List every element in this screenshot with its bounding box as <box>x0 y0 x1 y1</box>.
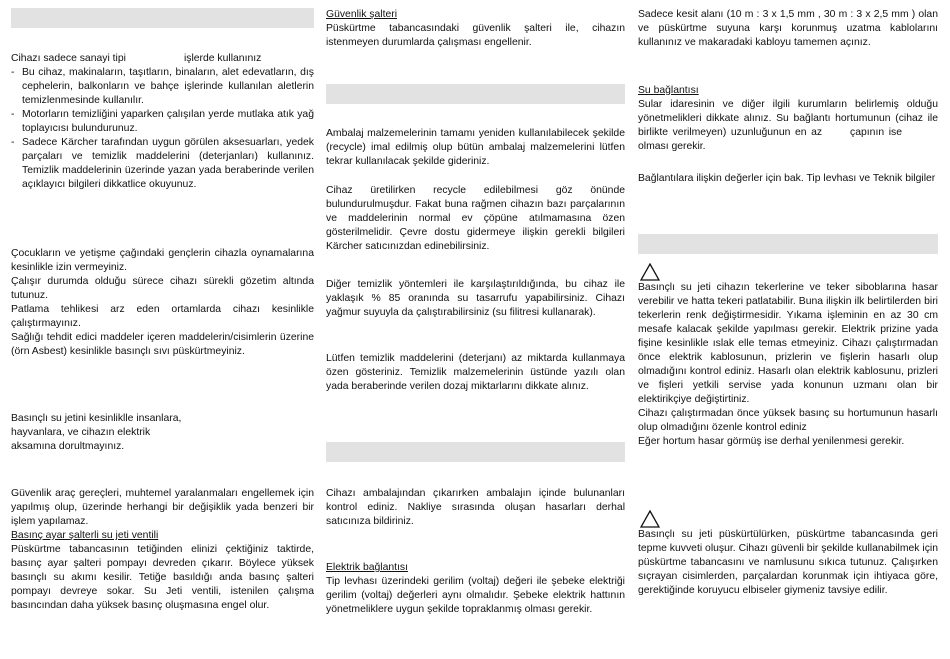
intended-use-list <box>11 66 314 192</box>
environment-text: Cihaz üretilirken recycle edilebilmesi göz önünde bulundurulmuşdur. Fakat buna rağmen cihazın bazı parçalarının ve maddelerinin normal ev çöpüne atılmamasına özen gösterilmelidir. Çevre dostu gidermeye ilişkin gerekli bilgileri Kärcher satıcınızdan edinebilirsiniz. <box>326 185 625 252</box>
intended-use-block <box>11 52 314 192</box>
section-header-bar <box>638 234 938 254</box>
list-item: - Motorların temizliğini yaparken çalışılan yerde mutlaka atık yağ toplayıcısı bulundurunuz. <box>11 108 314 136</box>
warning-triangle-icon <box>640 510 660 528</box>
section-header-bar <box>11 8 314 28</box>
warning-text: Eğer hortum hasar görmüş ise derhal yenilenmesi gerekir. <box>638 436 905 447</box>
intended-use-intro: Cihazı sadece sanayi tipi işlerde kullanınız <box>11 53 262 64</box>
warning-1-block <box>638 281 938 449</box>
water-heading: Su bağlantısı <box>638 85 699 96</box>
warning-text: Cihazı çalıştırmadan önce yüksek basınç su hortumunun hasarlı olup olmadığını özenle kontrol ediniz <box>638 408 938 433</box>
water-text: Sular idaresinin ve diğer ilgili kurumların belirlemiş olduğu yönetmelikleri dikkate alınız. Su bağlantı hortumunun (cihaz ile birlikte verilmeyen) uzunluğunun en az çapının iseolması gerekir. <box>638 99 938 152</box>
jet-line: aksamına dorultmayınız. <box>11 441 125 452</box>
supervise-text: Çalışır durumda olduğu sürece cihazı sürekli gözetim altında tutunuz. <box>11 276 314 301</box>
explosion-text: Patlama tehlikesi arz eden ortamlarda cihazı kesinlikle çalıştırmayınız. <box>11 304 314 329</box>
electric-heading: Elektrik bağlantısı <box>326 562 409 573</box>
jet-warning-block <box>11 412 314 454</box>
values-block <box>638 172 938 186</box>
environment-text: Diğer temizlik yöntemleri ile karşılaştırıldığında, bu cihaz ile yaklaşık % 85 oranında su tasarrufu yapabilirsiniz. Cihazı yağmur suyuyla da çalıştırabilirsiniz (su filitresi kullanarak). <box>326 279 625 318</box>
electric-text: Tip levhası üzerindeki gerilim (voltaj) değeri ile şebeke elektriği gerilim (voltaj) değerleri aynı olmalıdır. Şebeke elektrik hattının yönetmeliklere uygun şekilde topraklanmış olması gerekir. <box>326 576 625 615</box>
pressure-switch-heading: Basınç ayar şalterli su jeti ventili <box>11 530 159 541</box>
section-header-bar <box>326 84 625 104</box>
warning-2-block <box>638 528 938 598</box>
environment-p1 <box>326 127 625 169</box>
cable-text: Sadece kesit alanı (10 m : 3 x 1,5 mm , 30 m : 3 x 2,5 mm ) olan ve püskürtme suyuna karşı korunmuş uzatma kablolarını kullanınız ve makaradaki kabloyu tamemen açınız. <box>638 9 938 48</box>
safety-devices-text: Güvenlik araç gereçleri, muhtemel yaralanmaları engellemek için yapılmış olup, üzerinde herhangi bir değişiklik yada benzeri bir işlem yapılamaz. <box>11 488 314 527</box>
unpacking-block <box>326 487 625 529</box>
environment-p2 <box>326 184 625 254</box>
jet-line: Basınçlı su jetini kesinliklle insanlara, <box>11 413 182 424</box>
environment-p4 <box>326 352 625 394</box>
warning-text: Basınçlı su jeti cihazın tekerlerine ve teker siboblarına hasar verebilir ve hatta tekeri patlatabilir. Buna ilişkin ilk belirtilerden biri tekerlerin renk değiştirmesidir. Yıkama işleminin en az 30 cm mesafe kalacak şekilde yapılması gerekir. Elektrik prizine yada fişine kesinlikle ıslak elle temas etmeyiniz. Cihazı çalıştırmadan önce elektrik kablosunun, prizlerin ve fişlerin hasarlı olup olmadığını kontrol ediniz. Hasarlı olan elektrik kablosunu, prizleri ve fişleri yetkili servise yada konunun uzmanı olan bir elektirikçiye değiştirtiniz. <box>638 282 938 405</box>
safety-switch-heading: Güvenlik şalteri <box>326 9 398 20</box>
values-text: Bağlantılara ilişkin değerler için bak. Tip levhası ve Teknik bilgiler <box>638 173 936 184</box>
environment-text: Ambalaj malzemelerinin tamamı yeniden kullanılabilecek şekilde (recycle) imal edilmiş olup bütün ambalaj malzemelerini lütfen tekrar kullanılacak şekilde gideriniz. <box>326 128 625 167</box>
pressure-switch-text: Püskürtme tabancasının tetiğinden elinizi çektiğiniz taktirde, basınç ayar şalteri pompayı devreden çıkarır. Böylece yüksek basınçlı su akımı kesilir. Tetiğe basıldığı anda basınç şalteri pompayı devreye sokar. Su Jeti ventili, istenilen çalışma basıncından daha yüksek basınç oluşmasına engel olur. <box>11 544 314 611</box>
safety-switch-block <box>326 8 625 50</box>
safety-devices-block <box>11 487 314 613</box>
list-item: - Sadece Kärcher tarafından uygun görülen aksesuarları, yedek parçaları ve temizlik maddelerini (deterjanları) kullanınız. Temizlik maddelerinin üzerinde yazan yada beraberinde verilen açıklayıcı bilgileri dikkatlice okuyunuz. <box>11 136 314 192</box>
unpacking-text: Cihazı ambalajından çıkarırken ambalajın içinde bulunanları kontrol ediniz. Nakliye sırasında oluşan hasarları derhal satıcınıza bildiriniz. <box>326 488 625 527</box>
cable-block <box>638 8 938 50</box>
children-text: Çocukların ve yetişme çağındaki gençlerin cihazla oynamalarına kesinlikle izin vermeyiniz. <box>11 248 314 273</box>
asbestos-text: Sağlığı tehdit edici maddeler içeren maddelerin/cisimlerin üzerine (örn Asbest) kesinlikle basınçlı sıvı püskürtmeyiniz. <box>11 332 314 357</box>
list-item: - Bu cihaz, makinaların, taşıtların, binaların, alet edevatların, dış cephelerin, balkonların ve bahçe işlerinde kullanılan aletlerin temizlenmesinde kullanılır. <box>11 66 314 108</box>
water-block <box>638 84 938 154</box>
safety-switch-text: Püskürtme tabancasındaki güvenlik şalteri ile, cihazın istenmeyen durumlarda çalışması engellenir. <box>326 23 625 48</box>
electric-block <box>326 561 625 617</box>
environment-p3 <box>326 278 625 320</box>
section-header-bar <box>326 442 625 462</box>
warning-text: Basınçlı su jeti püskürtülürken, püskürtme tabancasında geri tepme kuvveti oluşur. Cihazı güvenli bir şekilde kullanabilmek için püskürtme tabancasını ve namlusunu sıkıca tutunuz. Çalışırken sıçrayan cisimlerden, parçalardan korunmak için ihtiyaca göre, gerektiğinde koruyucu elbiseler giymeniz tavsiye edilir. <box>638 529 938 596</box>
jet-line: hayvanlara, ve cihazın elektrik <box>11 427 151 438</box>
warning-triangle-icon <box>640 263 660 281</box>
environment-text: Lütfen temizlik maddelerini (deterjanı) az miktarda kullanmaya özen gösteriniz. Temizlik malzemelerinin üstünde yazılı olan yada beraberinde verilen dozaj miktarlarını dikkate alınız. <box>326 353 625 392</box>
children-block <box>11 247 314 359</box>
